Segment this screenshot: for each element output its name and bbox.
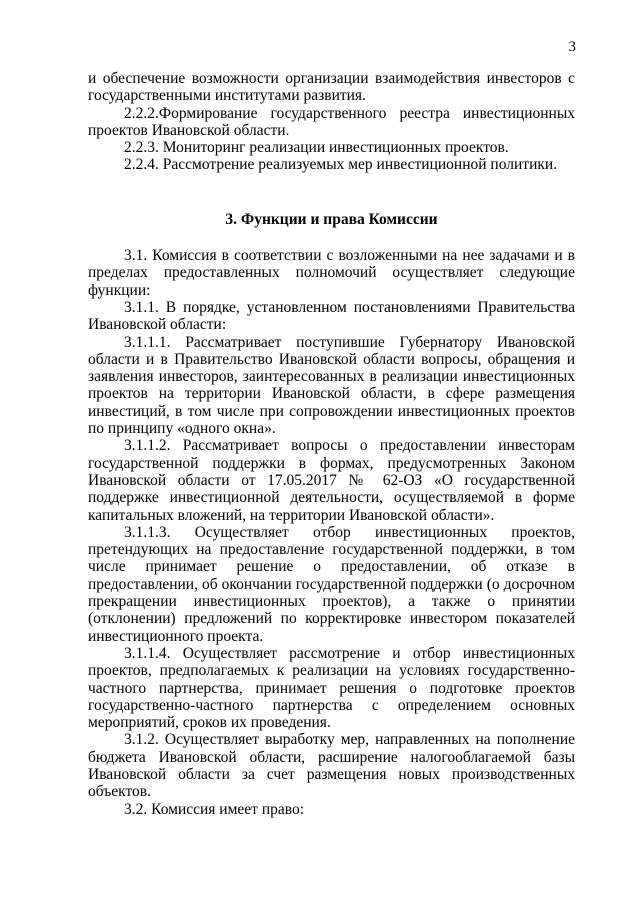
paragraph-3-1-1-1: 3.1.1.1. Рассматривает поступившие Губернатору Ивановской области и в Правительство Ивановской области вопросы, обращения и заявления инвесторов, заинтересованных в реализации инвестиционных проектов на территории Ивановской области, в сфере размещения инвестиций, в том числе при сопровождении инвестиционных проектов по принципу «одного окна». — [88, 333, 575, 438]
paragraph-3-1-1-4: 3.1.1.4. Осуществляет рассмотрение и отбор инвестиционных проектов, предполагаемых к реализации на условиях государственно-частного партнерства, принимает решения о подготовке проектов государственно-частного партнерства с определением основных мероприятий, сроков их проведения. — [88, 644, 575, 732]
paragraph-2-2-3: 2.2.3. Мониторинг реализации инвестиционных проектов. — [124, 139, 509, 157]
paragraph-3-1-2: 3.1.2. Осуществляет выработку мер, направленных на пополнение бюджета Ивановской области, расширение налогооблагаемой базы Ивановской области за счет размещения новых производственных объектов. — [88, 731, 575, 801]
paragraph-3-2: 3.2. Комиссия имеет право: — [124, 800, 305, 818]
paragraph-3-1-1-2: 3.1.1.2. Рассматривает вопросы о предоставлении инвесторам государственной поддержки в формах, предусмотренных Законом Ивановской области от 17.05.2017 № 62-ОЗ «О государственной поддержке инвестиционной деятельности, осуществляемой в форме капитальных вложений, на территории Ивановской области». — [88, 437, 575, 524]
document-body — [88, 70, 575, 818]
paragraph-3-1-1: 3.1.1. В порядке, установленном постановлениями Правительства Ивановской области: — [88, 298, 575, 334]
page-number: 3 — [568, 39, 576, 55]
paragraph-2-2-2: 2.2.2.Формирование государственного реестра инвестиционных проектов Ивановской области. — [88, 104, 575, 139]
paragraph-continuation: и обеспечение возможности организации взаимодействия инвесторов с государственными институтами развития. — [88, 70, 575, 105]
paragraph-2-2-4: 2.2.4. Рассмотрение реализуемых мер инвестиционной политики. — [124, 156, 558, 174]
section-heading: 3. Функции и права Комиссии — [225, 210, 438, 228]
paragraph-3-1-1-3: 3.1.1.3. Осуществляет отбор инвестиционных проектов, претендующих на предоставление государственной поддержки, в том числе принимает решение о предоставлении, об отказе в предоставлении, об окончании государственной поддержки (о досрочном прекращении инвестиционных проектов), а также о принятии (отклонении) предложений по корректировке инвестором показателей инвестиционного проекта. — [88, 523, 575, 645]
paragraph-3-1: 3.1. Комиссия в соответствии с возложенными на нее задачами и в пределах предоставленных полномочий осуществляет следующие функции: — [88, 247, 575, 299]
